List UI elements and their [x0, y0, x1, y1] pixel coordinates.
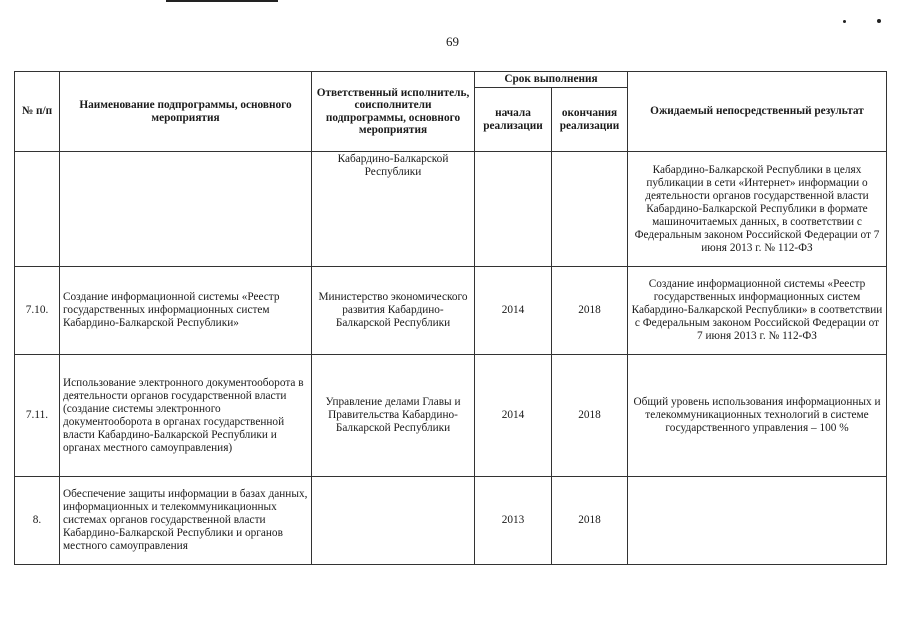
- scan-mark-dot: [877, 19, 881, 23]
- row-num: 8.: [15, 477, 60, 565]
- row-end: [552, 152, 628, 267]
- row-end: 2018: [552, 267, 628, 355]
- table-row: [15, 355, 887, 477]
- header-name: Наименование подпрограммы, основного мероприятия: [60, 72, 312, 152]
- row-executor: Министерство экономического развития Кабардино-Балкарской Республики: [312, 267, 475, 355]
- row-start: 2014: [475, 267, 552, 355]
- row-name: Обеспечение защиты информации в базах данных, информационных и телекоммуникационных системах органов государственной власти Кабардино-Балкарской Республики и органов местного самоуправления: [60, 477, 312, 565]
- row-end: 2018: [552, 355, 628, 477]
- row-result: Кабардино-Балкарской Республики в целях публикации в сети «Интернет» информации о деятельности органов государственной власти Кабардино-Балкарской Республики в формате машиночитаемых данных, в соответствии с Федеральным законом Российской Федерации от 7 июня 2013 г. № 112-ФЗ: [628, 152, 887, 267]
- program-table: [14, 71, 887, 565]
- row-num: [15, 152, 60, 267]
- row-result: [628, 477, 887, 565]
- row-executor: [312, 477, 475, 565]
- row-start: 2013: [475, 477, 552, 565]
- row-end: 2018: [552, 477, 628, 565]
- scan-mark-top-line: [166, 0, 278, 2]
- header-executor: Ответственный исполнитель, соисполнители подпрограммы, основного мероприятия: [312, 72, 475, 152]
- header-start: начала реализации: [475, 88, 552, 152]
- header-result: Ожидаемый непосредственный результат: [628, 72, 887, 152]
- table-row: [15, 477, 887, 565]
- table-row: [15, 267, 887, 355]
- row-start: [475, 152, 552, 267]
- row-result: Создание информационной системы «Реестр государственных информационных систем Кабардино-Балкарской Республики» в соответствии с Федеральным законом Российской Федерации от 7 июня 2013 г. № 112-ФЗ: [628, 267, 887, 355]
- row-name: Создание информационной системы «Реестр государственных информационных систем Кабардино-Балкарской Республики»: [60, 267, 312, 355]
- header-period: Срок выполнения: [475, 72, 628, 88]
- scan-mark-dot: [843, 20, 846, 23]
- header-end: окончания реализации: [552, 88, 628, 152]
- row-num: 7.10.: [15, 267, 60, 355]
- table-row: [15, 152, 887, 267]
- row-num: 7.11.: [15, 355, 60, 477]
- row-start: 2014: [475, 355, 552, 477]
- row-name: [60, 152, 312, 267]
- row-executor: Управление делами Главы и Правительства Кабардино-Балкарской Республики: [312, 355, 475, 477]
- page-number: 69: [446, 34, 459, 49]
- row-result: Общий уровень использования информационных и телекоммуникационных технологий в системе государственного управления – 100 %: [628, 355, 887, 477]
- row-name: Использование электронного документооборота в деятельности органов государственной власти (создание системы электронного документооборота в органах государственной власти Кабардино-Балкарской Республики и органах местного самоуправления): [60, 355, 312, 477]
- header-num: № п/п: [15, 72, 60, 152]
- row-executor: Кабардино-Балкарской Республики: [312, 152, 475, 267]
